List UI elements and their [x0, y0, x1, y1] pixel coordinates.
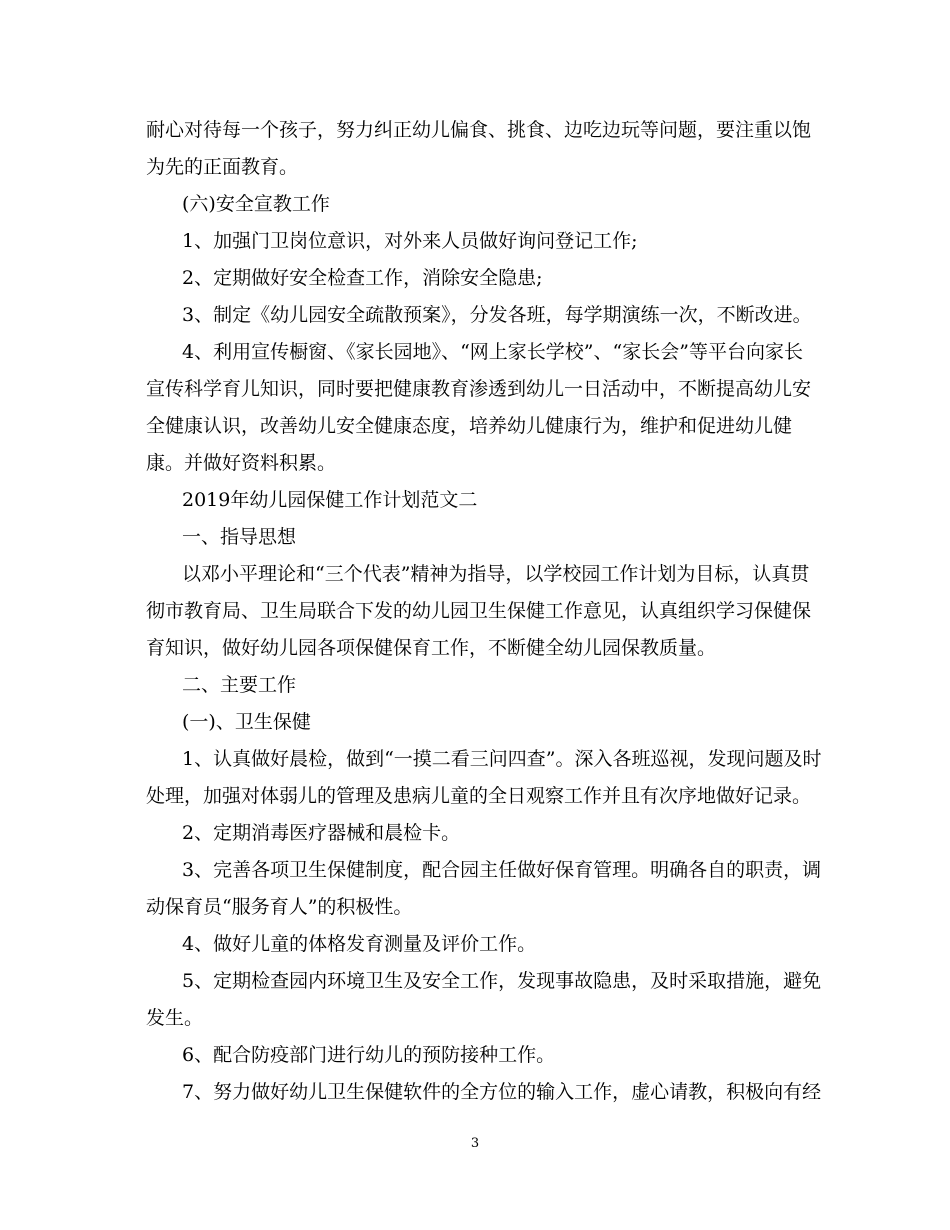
section-heading: 二、主要工作 — [182, 674, 297, 696]
list-item: 5、定期检查园内环境卫生及安全工作，发现事故隐患，及时采取措施，避免 — [182, 970, 822, 992]
list-item: 3、制定《幼儿园安全疏散预案》，分发各班，每学期演练一次，不断改进。 — [182, 304, 812, 326]
list-item: 3、完善各项卫生保健制度，配合园主任做好保育管理。明确各自的职责，调 — [182, 859, 822, 881]
body-text-line: 耐心对待每一个孩子，努力纠正幼儿偏食、挑食、边吃边玩等问题，要注重以饱 — [146, 119, 812, 141]
body-text-line: 康。并做好资料积累。 — [146, 452, 337, 474]
section-heading: 一、指导思想 — [182, 526, 297, 548]
page-number: 3 — [470, 1136, 480, 1151]
body-text-line: 处理，加强对体弱儿的管理及患病儿童的全日观察工作并且有次序地做好记录。 — [146, 785, 812, 807]
subsection-heading: (一)、卫生保健 — [182, 711, 311, 733]
document-title: 2019年幼儿园保健工作计划范文二 — [182, 489, 478, 511]
list-item: 4、做好儿童的体格发育测量及评价工作。 — [182, 933, 537, 955]
body-text-line: 彻市教育局、卫生局联合下发的幼儿园卫生保健工作意见，认真组织学习保健保 — [146, 600, 812, 622]
list-item: 1、认真做好晨检，做到“一摸二看三问四查”。深入各班巡视，发现问题及时 — [182, 748, 822, 770]
section-heading: (六)安全宣教工作 — [182, 193, 330, 215]
list-item: 4、利用宣传橱窗、《家长园地》、“网上家长学校”、“家长会”等平台向家长 — [182, 341, 803, 363]
list-item: 2、定期消毒医疗器械和晨检卡。 — [182, 822, 461, 844]
list-item: 1、加强门卫岗位意识，对外来人员做好询问登记工作; — [182, 230, 638, 252]
body-text-line: 为先的正面教育。 — [146, 156, 299, 178]
paragraph-first-line: 以邓小平理论和“三个代表”精神为指导，以学校园工作计划为目标，认真贯 — [182, 563, 810, 585]
body-text-line: 发生。 — [146, 1007, 204, 1029]
body-text-line: 动保育员“服务育人”的积极性。 — [146, 896, 413, 918]
list-item: 7、努力做好幼儿卫生保健软件的全方位的输入工作，虚心请教，积极向有经 — [182, 1081, 822, 1103]
list-item: 6、配合防疫部门进行幼儿的预防接种工作。 — [182, 1044, 556, 1066]
body-text-line: 宣传科学育儿知识，同时要把健康教育渗透到幼儿一日活动中，不断提高幼儿安 — [146, 378, 812, 400]
body-text-line: 全健康认识，改善幼儿安全健康态度，培养幼儿健康行为，维护和促进幼儿健 — [146, 415, 793, 437]
body-text-line: 育知识，做好幼儿园各项保健保育工作，不断健全幼儿园保教质量。 — [146, 637, 717, 659]
list-item: 2、定期做好安全检查工作，消除安全隐患; — [182, 267, 543, 289]
